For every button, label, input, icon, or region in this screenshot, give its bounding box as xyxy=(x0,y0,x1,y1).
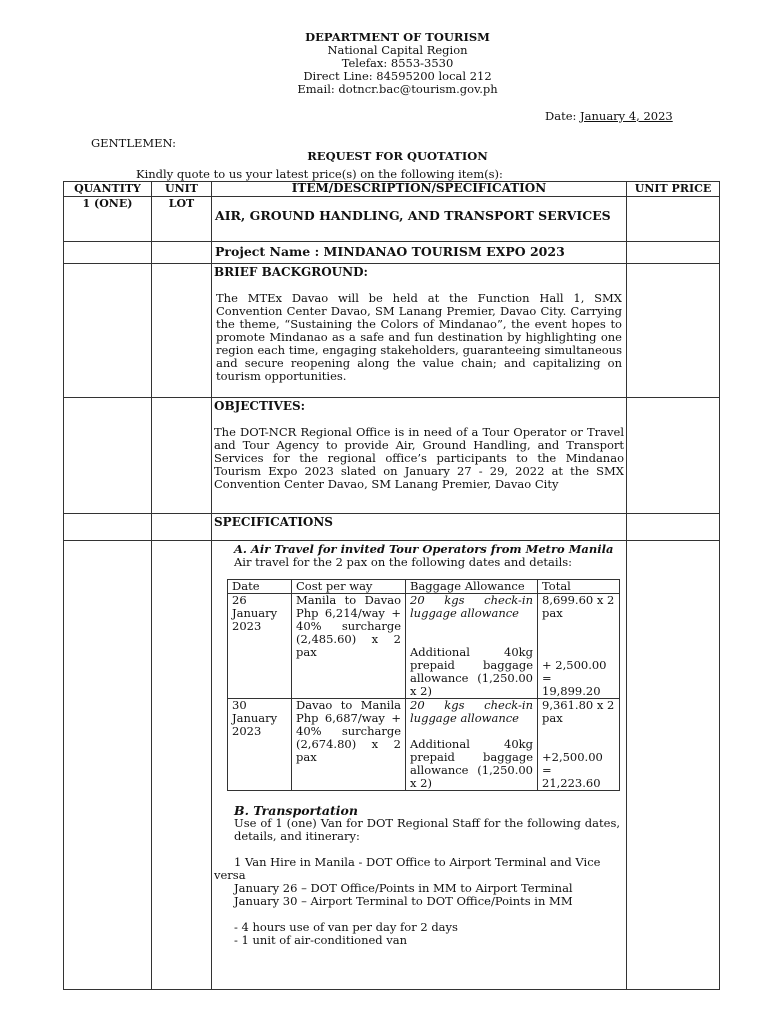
air-total-line2: +2,500.00 = xyxy=(542,750,603,777)
air-cost: Manila to Davao Php 6,214/way + 40% surcharge (2,485.60) x 2 pax xyxy=(292,594,406,699)
objectives-cell xyxy=(212,398,627,514)
email: Email: dotncr.bac@tourism.gov.ph xyxy=(297,82,498,96)
background-heading: BRIEF BACKGROUND: xyxy=(214,265,368,279)
air-date: 26 January 2023 xyxy=(228,594,292,699)
empty-cell xyxy=(152,541,212,990)
air-travel-table xyxy=(227,579,620,791)
objectives-text: The DOT-NCR Regional Office is in need of a Tour Operator or Travel and Tour Agency to provide Air, Ground Handling, and Transport Services for the regional office’s participants to the Mindanao Tourism Expo 2023 slated on January 27 - 29, 2022 at the SMX Convention Center Davao, SM Lanang Premier, Davao City xyxy=(214,425,624,491)
empty-cell xyxy=(627,242,720,264)
objectives-heading: OBJECTIVES: xyxy=(214,399,306,413)
air-baggage-prepaid: Additional 40kg prepaid baggage allowance (1,250.00 x 2) xyxy=(410,645,533,698)
header-quantity: QUANTITY xyxy=(64,182,152,197)
unit-cell: LOT xyxy=(152,197,212,242)
transport-intro: Use of 1 (one) Van for DOT Regional Staff for the following dates, details, and itinerary: xyxy=(234,816,620,843)
itinerary-item: January 26 – DOT Office/Points in MM to Airport Terminal xyxy=(234,881,573,895)
empty-cell xyxy=(627,541,720,990)
air-baggage-checkin: 20 kgs check-in luggage allowance xyxy=(410,593,533,620)
air-total-line2: + 2,500.00 = xyxy=(542,658,607,685)
service-title: AIR, GROUND HANDLING, AND TRANSPORT SERVICES xyxy=(212,197,627,242)
air-total-line1: 8,699.60 x 2 pax xyxy=(542,593,615,620)
air-total-line3: 21,223.60 xyxy=(542,776,601,790)
air-baggage-prepaid: Additional 40kg prepaid baggage allowance (1,250.00 x 2) xyxy=(410,737,533,790)
empty-cell xyxy=(64,541,152,990)
project-name: Project Name : MINDANAO TOURISM EXPO 2023 xyxy=(212,242,627,264)
air-cost: Davao to Manila Php 6,687/way + 40% surcharge (2,674.80) x 2 pax xyxy=(292,699,406,791)
letterhead xyxy=(0,31,770,96)
empty-cell xyxy=(64,264,152,398)
itinerary-list xyxy=(212,882,626,908)
background-cell xyxy=(212,264,627,398)
air-total-line3: 19,899.20 xyxy=(542,684,601,698)
air-baggage xyxy=(406,699,538,791)
date-value: January 4, 2023 xyxy=(580,109,673,123)
air-total-line1: 9,361.80 x 2 pax xyxy=(542,698,615,725)
quotation-table xyxy=(63,181,720,990)
air-header-date: Date xyxy=(228,580,292,594)
specifications-cell xyxy=(212,541,627,990)
header-item: ITEM/DESCRIPTION/SPECIFICATION xyxy=(212,182,627,197)
van-detail: - 4 hours use of van per day for 2 days xyxy=(234,920,458,934)
price-cell xyxy=(627,197,720,242)
air-row xyxy=(228,699,620,791)
air-header-total: Total xyxy=(538,580,620,594)
air-baggage-checkin: 20 kgs check-in luggage allowance xyxy=(410,698,533,725)
empty-cell xyxy=(64,398,152,514)
salutation: GENTLEMEN: xyxy=(91,136,177,150)
transport-heading: B. Transportation xyxy=(234,803,358,818)
intro-text: Kindly quote to us your latest price(s) on the following item(s): xyxy=(136,167,503,181)
air-travel-heading: A. Air Travel for invited Tour Operators from Metro Manila xyxy=(234,542,614,556)
empty-cell xyxy=(627,264,720,398)
empty-cell xyxy=(152,398,212,514)
empty-cell xyxy=(627,398,720,514)
background-text: The MTEx Davao will be held at the Function Hall 1, SMX Convention Center Davao, SM Lanang Premier, Davao City. Carrying the theme, “Sustaining the Colors of Mindanao”, the event hopes to promote Mindanao as a safe and fun destination by highlighting one region each time, engaging stakeholders, guaranteeing simultaneous and secure reopening along the value chain; and capitalizing on tourism opportunities. xyxy=(216,291,622,383)
air-header-cost: Cost per way xyxy=(292,580,406,594)
document-title: REQUEST FOR QUOTATION xyxy=(307,149,488,163)
van-details-list xyxy=(212,908,626,947)
empty-cell xyxy=(152,514,212,541)
empty-cell xyxy=(64,242,152,264)
region-name: National Capital Region xyxy=(327,43,468,57)
empty-cell xyxy=(152,242,212,264)
empty-cell xyxy=(627,514,720,541)
air-header-baggage: Baggage Allowance xyxy=(406,580,538,594)
air-date: 30 January 2023 xyxy=(228,699,292,791)
air-baggage xyxy=(406,594,538,699)
header-unit-price: UNIT PRICE xyxy=(627,182,720,197)
van-detail: - 1 unit of air-conditioned van xyxy=(234,933,408,947)
header-unit: UNIT xyxy=(152,182,212,197)
empty-cell xyxy=(152,264,212,398)
specifications-heading: SPECIFICATIONS xyxy=(212,514,627,541)
quantity-cell: 1 (ONE) xyxy=(64,197,152,242)
air-row xyxy=(228,594,620,699)
air-total xyxy=(538,699,620,791)
air-travel-intro: Air travel for the 2 pax on the following dates and details: xyxy=(234,555,573,569)
date-label: Date: xyxy=(545,109,577,123)
air-total xyxy=(538,594,620,699)
van-hire: 1 Van Hire in Manila - DOT Office to Airport Terminal and Vice versa xyxy=(214,855,601,882)
date-line xyxy=(545,110,673,123)
department-name: DEPARTMENT OF TOURISM xyxy=(305,30,490,44)
direct-line: Direct Line: 84595200 local 212 xyxy=(303,69,492,83)
telefax: Telefax: 8553-3530 xyxy=(341,56,454,70)
empty-cell xyxy=(64,514,152,541)
itinerary-item: January 30 – Airport Terminal to DOT Office/Points in MM xyxy=(234,894,573,908)
